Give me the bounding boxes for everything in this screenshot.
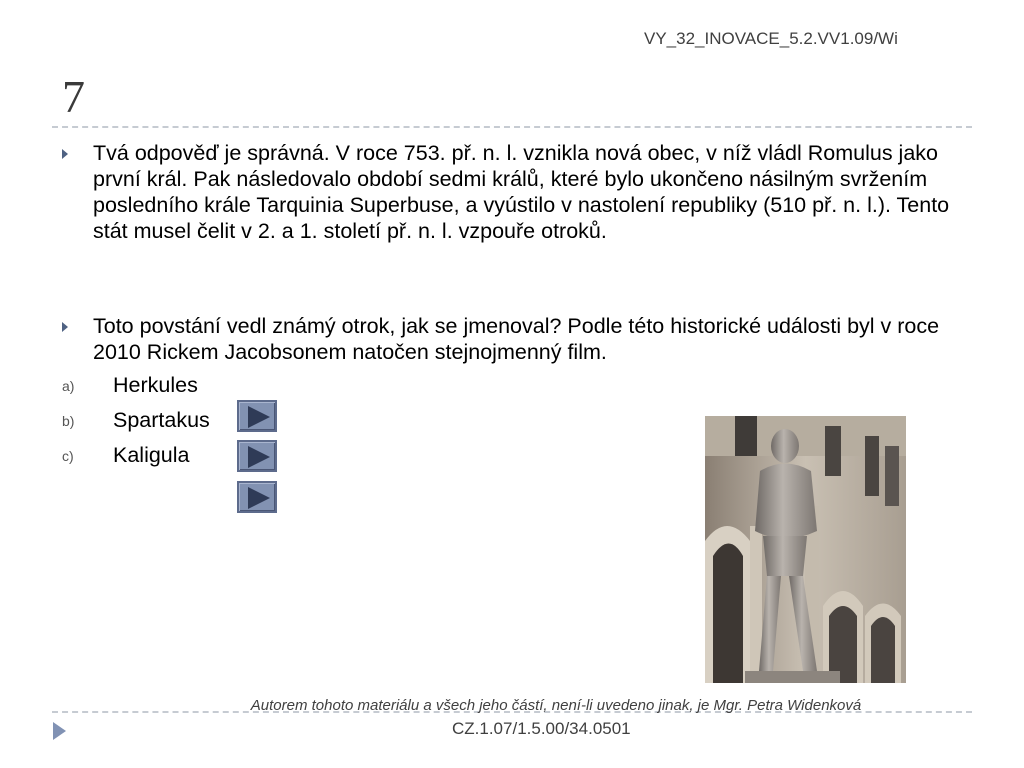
play-icon xyxy=(248,487,270,509)
option-letter: b) xyxy=(62,413,75,429)
slide-number: 7 xyxy=(62,71,85,122)
material-code: VY_32_INOVACE_5.2.VV1.09/Wi xyxy=(644,29,898,48)
answer-c-button[interactable] xyxy=(237,481,277,513)
play-icon xyxy=(248,406,270,428)
option-label: Kaligula xyxy=(113,443,190,467)
author-credit: Autorem tohoto materiálu a všech jeho částí, není-li uvedeno jinak, je Mgr. Petra Widenková xyxy=(250,697,862,714)
play-icon xyxy=(248,446,270,468)
answer-a-button[interactable] xyxy=(237,400,277,432)
answer-text: Tvá odpověď je správná. V roce 753. př. n. l. vznikla nová obec, v níž vládl Romulus jako první král. Pak následovalo období sedmi králů, které bylo ukončeno násilným svržením posledního krále Tarquinia Superbuse, a vyústilo v nastolení republiky (510 př. n. l.). Tento stát musel čelit v 2. a 1. století př. n. l. vzpouře otroků. xyxy=(93,141,950,243)
option-label: Spartakus xyxy=(113,408,210,432)
option-letter: a) xyxy=(62,378,75,394)
option-letter: c) xyxy=(62,448,74,464)
option-label: Herkules xyxy=(113,373,198,397)
top-divider xyxy=(52,126,972,128)
statue-photo xyxy=(705,416,906,683)
nav-arrow-icon[interactable] xyxy=(53,722,66,740)
answer-b-button[interactable] xyxy=(237,440,277,472)
bullet-arrow-icon xyxy=(62,149,68,159)
question-text: Toto povstání vedl známý otrok, jak se jmenoval? Podle této historické události byl v roce 2010 Rickem Jacobsonem natočen stejnojmenný film. xyxy=(93,314,940,364)
project-code: CZ.1.07/1.5.00/34.0501 xyxy=(452,719,631,738)
bullet-arrow-icon xyxy=(62,322,68,332)
